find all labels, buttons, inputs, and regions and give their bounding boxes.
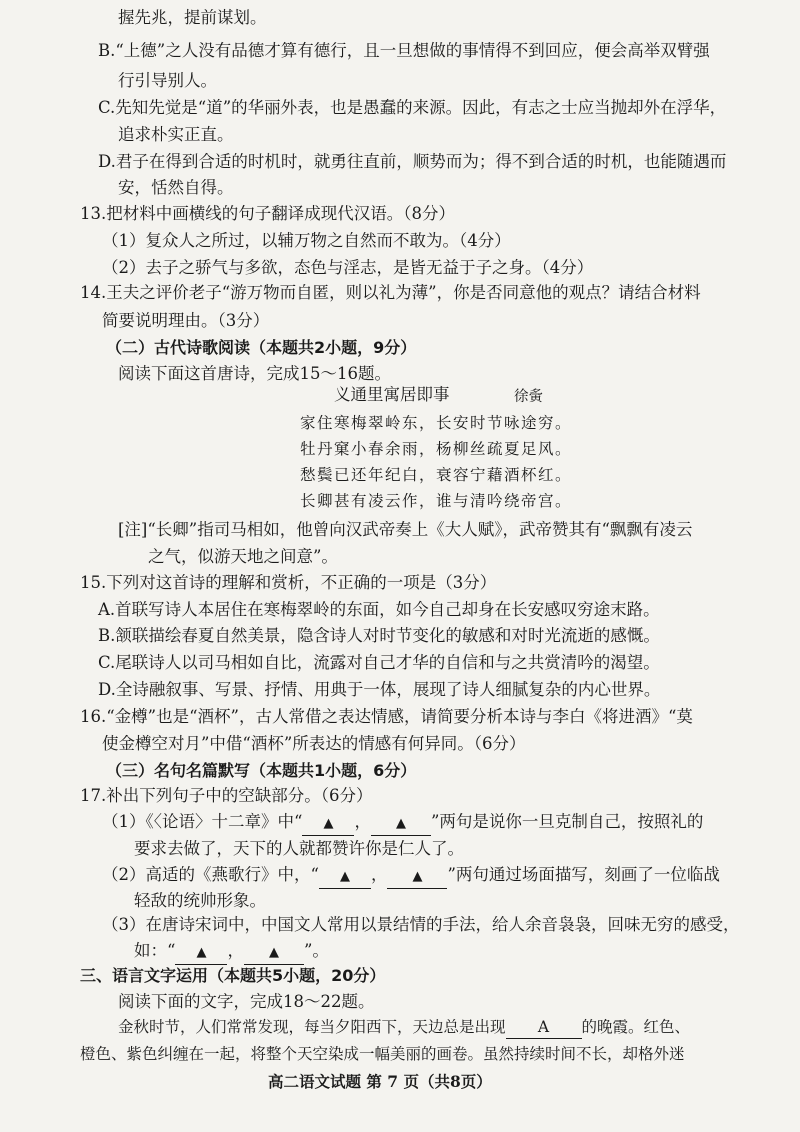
q15-option-b: B.颔联描绘春夏自然美景，隐含诗人对时节变化的敏感和对时光流逝的感慨。: [98, 626, 660, 645]
q17-item-3-line2: [134, 940, 329, 965]
q17-item-2: [102, 864, 720, 889]
poem-note-line2: 之气，似游天地之间意”。: [148, 547, 338, 566]
q17-blank-3b[interactable]: [244, 940, 304, 965]
q15-option-c: C.尾联诗人以司马相如自比，流露对自己才华的自信和与之共赏清吟的渴望。: [98, 653, 660, 672]
q13-stem: 13.把材料中画横线的句子翻译成现代汉语。（8分）: [80, 204, 455, 223]
q15-stem: 15.下列对这首诗的理解和赏析，不正确的一项是（3分）: [80, 573, 497, 592]
poem-line-4: 长卿甚有凌云作，谁与清吟绕帝宫。: [300, 492, 573, 510]
q17-item-3-prefix: 如：“: [134, 941, 176, 960]
q17-item-1-cont: 要求去做了，天下的人就都赞许你是仁人了。: [134, 839, 464, 858]
q17-blank-2b[interactable]: [387, 864, 447, 889]
section2-heading: （二）古代诗歌阅读（本题共2小题，9分）: [106, 338, 417, 357]
q17-item-3-comma: ，: [227, 941, 244, 960]
blank-triangle-icon: ▲: [339, 869, 350, 884]
poem-line-3: 愁鬓已还年纪白，衰容宁藉酒杯红。: [300, 466, 573, 484]
q17-item-2-comma: ，: [370, 865, 388, 884]
q17-item-2-prefix: （2）高适的《燕歌行》中，“: [102, 865, 319, 884]
blank-triangle-icon: ▲: [268, 945, 279, 960]
part3-paragraph-line2: 橙色、紫色纠缠在一起，将整个天空染成一幅美丽的画卷。虽然持续时间不长，却格外迷: [80, 1045, 685, 1063]
q17-stem: 17.补出下列句子中的空缺部分。（6分）: [80, 786, 373, 805]
poem-line-1: 家住寒梅翠岭东，长安时节咏途穷。: [300, 414, 573, 432]
part3-paragraph-line1: [118, 1016, 690, 1039]
q17-blank-2a[interactable]: [319, 864, 371, 889]
blank-triangle-icon: ▲: [395, 816, 406, 831]
q17-item-2-cont: 轻敌的统帅形象。: [134, 891, 266, 910]
q17-item-3-suffix: ”。: [303, 941, 329, 960]
q12-option-a-continuation: 握先兆，提前谋划。: [118, 8, 267, 27]
q13-sentence-1: （1）复众人之所过，以辅万物之自然而不敢为。（4分）: [102, 231, 511, 250]
part3-blank-a[interactable]: [506, 1016, 582, 1039]
q17-item-3-line1: （3）在唐诗宋词中，中国文人常用以景结情的手法，给人余音袅袅，回味无穷的感受，: [102, 915, 740, 934]
q16-line1: 16.“金樽”也是“酒杯”，古人常借之表达情感，请简要分析本诗与李白《将进酒》“莫: [80, 707, 693, 726]
part3-paragraph-suffix: 的晚霞。红色、: [581, 1018, 691, 1036]
q12-option-c-line1: C.先知先觉是“道”的华丽外表，也是愚蠢的来源。因此，有志之士应当抛却外在浮华，: [98, 98, 727, 117]
part3-paragraph-prefix: 金秋时节，人们常常发现，每当夕阳西下，天边总是出现: [118, 1018, 506, 1036]
q13-sentence-2: （2）去子之骄气与多欲，态色与淫志，是皆无益于子之身。（4分）: [102, 258, 594, 277]
q17-item-1-prefix: （1）《〈论语〉十二章》中“: [102, 812, 303, 831]
blank-triangle-icon: ▲: [196, 945, 207, 960]
q16-line2: 使金樽空对月”中借“酒杯”所表达的情感有何异同。（6分）: [102, 734, 526, 753]
q12-option-d-line2: 安，恬然自得。: [118, 178, 234, 197]
q17-item-1-suffix: ”两句是说你一旦克制自己，按照礼的: [430, 812, 704, 831]
q12-option-b-line1: B.“上德”之人没有品德才算有德行，且一旦想做的事情得不到回应，便会高举双臂强: [98, 41, 710, 60]
poem-author: 徐夤: [514, 389, 543, 405]
q15-option-d: D.全诗融叙事、写景、抒情、用典于一体，展现了诗人细腻复杂的内心世界。: [98, 680, 661, 699]
q17-item-1-comma: ，: [354, 812, 371, 831]
poem-note-line1: [注]“长卿”指司马相如，他曾向汉武帝奏上《大人赋》，武帝赞其有“飘飘有凌云: [118, 520, 693, 539]
section3-heading: （三）名句名篇默写（本题共1小题，6分）: [106, 761, 417, 780]
q17-item-2-suffix: ”两句通过场面描写，刻画了一位临战: [447, 865, 720, 884]
section2-intro: 阅读下面这首唐诗，完成15～16题。: [118, 364, 391, 383]
q14-line2: 简要说明理由。（3分）: [102, 311, 270, 330]
q17-blank-3a[interactable]: [175, 940, 227, 965]
q12-option-b-line2: 行引导别人。: [118, 71, 217, 90]
poem-title: 义通里寓居即事: [334, 385, 450, 404]
q12-option-c-line2: 追求朴实正直。: [118, 125, 234, 144]
part3-intro: 阅读下面的文字，完成18～22题。: [118, 992, 375, 1011]
q17-item-1: [102, 811, 703, 836]
q17-blank-1a[interactable]: [302, 811, 354, 836]
part3-heading: 三、语言文字运用（本题共5小题，20分）: [80, 966, 386, 985]
blank-triangle-icon: ▲: [323, 816, 334, 831]
q15-option-a: A.首联写诗人本居住在寒梅翠岭的东面，如今自己却身在长安感叹穷途末路。: [98, 600, 660, 619]
blank-triangle-icon: ▲: [412, 869, 423, 884]
q12-option-d-line1: D.君子在得到合适的时机时，就勇往直前，顺势而为；得不到合适的时机，也能随遇而: [98, 152, 727, 171]
page-footer: 高二语文试题 第 7 页（共8页）: [268, 1072, 492, 1091]
blank-label-a: A: [537, 1018, 550, 1036]
poem-line-2: 牡丹窠小春余雨，杨柳丝疏夏足风。: [300, 440, 573, 458]
q17-blank-1b[interactable]: [371, 811, 431, 836]
q14-line1: 14.王夫之评价老子“游万物而自匿，则以礼为薄”，你是否同意他的观点？请结合材料: [80, 283, 701, 302]
